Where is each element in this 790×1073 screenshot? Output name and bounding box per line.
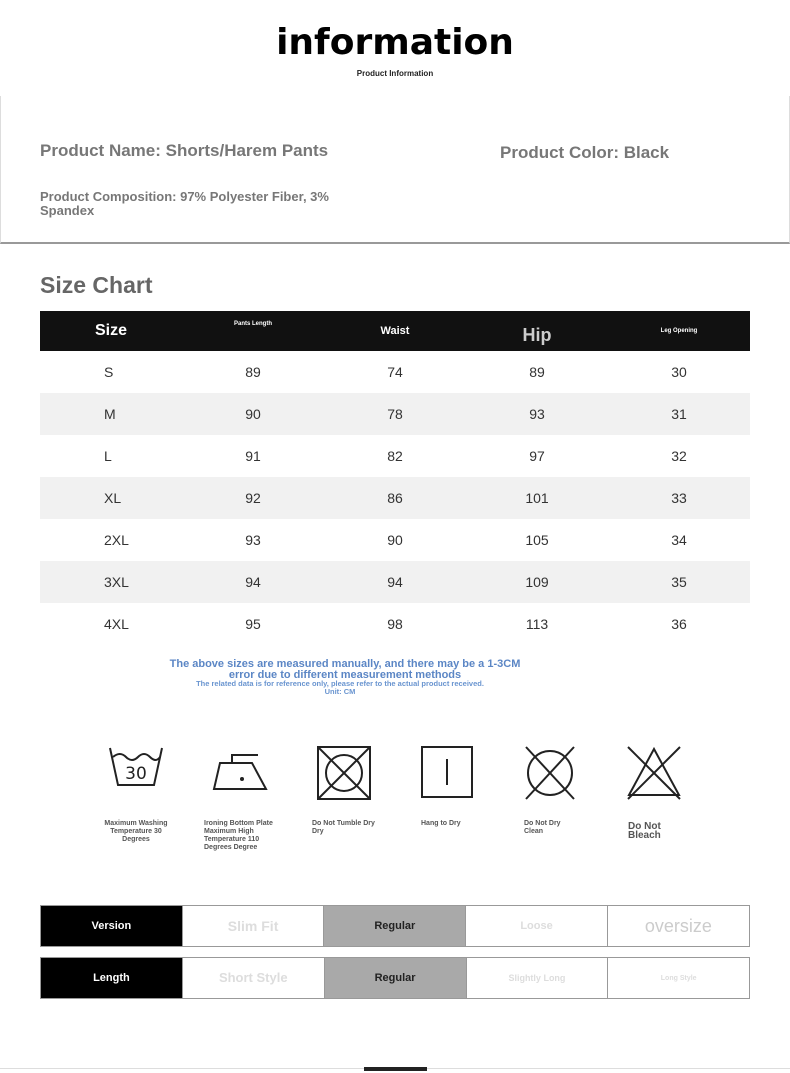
cell-hip: 93 [529,406,545,422]
bottom-indicator [364,1067,427,1071]
option-long-style: Long Style [608,958,750,999]
product-info-box [0,96,790,244]
cell-size: M [104,406,116,422]
length-selector [40,957,750,999]
care-label-bleach: Do Not Bleach [628,821,661,841]
cell-leg-opening: 34 [671,532,687,548]
cell-leg-opening: 35 [671,574,687,590]
cell-leg-opening: 30 [671,364,687,380]
cell-leg-opening: 31 [671,406,687,422]
product-color: Product Color: Black [500,143,670,162]
cell-leg-opening: 32 [671,448,687,464]
length-label: Length [41,958,183,999]
cell-pants-length: 90 [245,406,261,422]
cell-pants-length: 89 [245,364,261,380]
cell-pants-length: 93 [245,532,261,548]
cell-waist: 86 [387,490,403,506]
page-subtitle: Product Information [356,69,434,78]
no-bleach-icon [626,745,682,806]
cell-hip: 97 [529,448,545,464]
cell-hip: 89 [529,364,545,380]
care-label-dry-clean: Do Not Dry Clean [524,820,561,835]
header-size: Size [94,322,127,339]
no-tumble-dry-icon [316,745,372,806]
cell-pants-length: 95 [245,616,261,632]
cell-size: 3XL [104,574,129,590]
product-composition: Product Composition: 97% Polyester Fiber, 3% Spandex [40,189,329,218]
table-row [40,519,750,561]
option-loose: Loose [466,906,608,947]
cell-pants-length: 91 [245,448,261,464]
size-table-header [40,311,750,351]
cell-waist: 78 [387,406,403,422]
size-chart-title: Size Chart [40,272,153,298]
table-row [40,435,750,477]
hang-dry-icon [420,745,476,806]
reference-note: The related data is for reference only, please refer to the actual product received. Unit: CM [196,679,484,696]
cell-waist: 82 [387,448,403,464]
option-short-style: Short Style [182,958,324,999]
option-oversize: oversize [607,906,749,947]
cell-waist: 90 [387,532,403,548]
option-regular-length-selected: Regular [324,958,466,999]
care-label-hang: Hang to Dry [421,820,461,827]
cell-size: L [104,448,112,464]
cell-hip: 109 [525,574,549,590]
cell-waist: 74 [387,364,403,380]
cell-hip: 105 [525,532,549,548]
table-row [40,477,750,519]
cell-size: S [104,364,114,380]
cell-pants-length: 92 [245,490,261,506]
iron-low-icon [212,745,268,806]
cell-waist: 98 [387,616,403,632]
header-waist: Waist [380,325,410,337]
care-label-tumble: Do Not Tumble Dry Dry [312,820,375,835]
header-pants-length: Pants Length [233,321,272,327]
header-hip: Hip [522,324,552,345]
header-leg-opening: Leg Opening [660,328,698,334]
cell-size: 2XL [104,532,129,548]
option-slim-fit: Slim Fit [182,906,324,947]
wash-30-icon [108,745,164,806]
cell-leg-opening: 33 [671,490,687,506]
option-regular-selected: Regular [324,906,466,947]
cell-hip: 113 [525,616,549,632]
version-selector [40,905,750,947]
product-name: Product Name: Shorts/Harem Pants [40,141,329,160]
size-table [40,311,750,645]
care-label-iron: Ironing Bottom Plate Maximum High Temperature 110 Degrees Degree [204,820,273,851]
cell-hip: 101 [525,490,549,506]
cell-pants-length: 94 [245,574,261,590]
version-label: Version [41,906,183,947]
table-row [40,393,750,435]
cell-size: XL [104,490,122,506]
table-row [40,603,750,645]
wash-temperature-number: 30 [125,764,147,784]
measurement-note: The above sizes are measured manually, and there may be a 1-3CM error due to different measurement methods [169,658,521,681]
cell-leg-opening: 36 [671,616,687,632]
no-dry-clean-icon [524,745,580,806]
cell-waist: 94 [387,574,403,590]
care-label-wash: Maximum Washing Temperature 30 Degrees [104,820,168,843]
option-slightly-long: Slightly Long [466,958,608,999]
table-row [40,351,750,393]
page-title: information [276,22,514,63]
table-row [40,561,750,603]
cell-size: 4XL [104,616,129,632]
